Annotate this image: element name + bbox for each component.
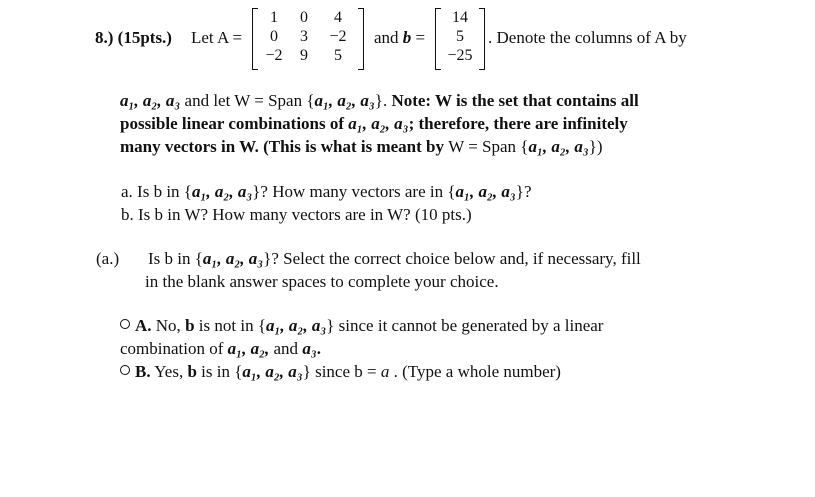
matrix-a-cell: 3 (300, 28, 308, 45)
intro-span-text: and let W = Span { (180, 91, 315, 110)
choice-a-line-2-vars: a₁, a₂, (227, 339, 270, 358)
choice-a-line-2 (120, 339, 321, 359)
question-a-vars-2: a₁, a₂, a₃ (455, 182, 516, 201)
note-text: Note: W is the set that contains all (387, 91, 639, 110)
choice-a-b: b (185, 316, 195, 335)
question-a-pre: a. Is b in { (121, 182, 192, 201)
span-vars: a₁, a₂, a₃ (314, 91, 375, 110)
choice-a-text-1: No, (151, 316, 186, 335)
intro-line-2 (120, 114, 628, 134)
vector-b-cell: 5 (456, 28, 464, 45)
choice-a-text-2: is not in { (194, 316, 266, 335)
part-a-line-1 (148, 249, 641, 269)
choice-b-text-4: . (Type a whole number) (389, 362, 561, 381)
choice-b-text-3: } since b = (302, 362, 381, 381)
choice-b-text-2: is in { (196, 362, 243, 381)
denote-text: . Denote the columns of A by (488, 28, 687, 47)
question-a-mid: }? How many vectors are in { (252, 182, 456, 201)
choice-a-letter: A. (135, 316, 152, 335)
choice-a-line-2-end: . (316, 339, 321, 358)
question-a-end: }? (515, 182, 532, 201)
intro-span-end: }. (374, 91, 388, 110)
intro-line-3-span: W = Span { (448, 137, 529, 156)
matrix-a-right-bracket (358, 8, 364, 70)
choice-b-b: b (187, 362, 197, 381)
let-a-text: Let A = (191, 28, 243, 47)
matrix-a-cell: −2 (329, 28, 347, 45)
choice-b[interactable] (120, 362, 561, 382)
part-a-label: (a.) (96, 249, 120, 268)
matrix-a-cells (259, 8, 357, 65)
choice-a[interactable] (120, 316, 603, 336)
choice-a-line-2-pre: combination of (120, 339, 228, 358)
choice-a-vars: a₁, a₂, a₃ (265, 316, 327, 335)
choice-b-radio[interactable] (120, 365, 130, 375)
b-variable: b (402, 28, 412, 47)
question-a (121, 182, 532, 202)
part-a-line-2: in the blank answer spaces to complete your choice. (145, 272, 499, 291)
intro-line-3-vars: a₁, a₂, a₃ (528, 137, 589, 156)
matrix-a-cell: 5 (334, 47, 342, 64)
choice-a-text-3: } since it cannot be generated by a linear (326, 316, 604, 335)
vector-b-cell: −25 (447, 47, 473, 64)
choice-a-line-2-a3: a₃ (302, 339, 317, 358)
intro-line-3 (120, 137, 603, 157)
matrix-a-cell: 1 (270, 9, 278, 26)
matrix-a-cell: 4 (334, 9, 342, 26)
part-a-line-1-pre: Is b in { (148, 249, 203, 268)
intro-line-2-post: ; therefore, there are infinitely (408, 114, 628, 133)
choice-b-text-1: Yes, (150, 362, 188, 381)
matrix-a-cell: 0 (270, 28, 278, 45)
choice-a-radio[interactable] (120, 319, 130, 329)
and-word: and (374, 28, 399, 47)
intro-line-3-pre: many vectors in W. (This is what is meant by (120, 137, 449, 156)
choice-b-vars: a₁, a₂, a₃ (242, 362, 303, 381)
choice-b-letter: B. (135, 362, 151, 381)
question-a-vars: a₁, a₂, a₃ (191, 182, 253, 201)
matrix-a-left-bracket (252, 8, 258, 70)
intro-line-2-pre: possible linear combinations of (120, 114, 349, 133)
equals-sign: = (415, 28, 426, 47)
vector-b-cell: 14 (452, 9, 468, 26)
intro-line-1 (120, 91, 639, 111)
matrix-a-cell: −2 (265, 47, 283, 64)
columns-vars: a₁, a₂, a₃ (120, 91, 181, 110)
choice-a-line-2-and: and (269, 339, 303, 358)
question-b: b. Is b in W? How many vectors are in W? (10 pts.) (121, 205, 472, 224)
matrix-a-cell: 0 (300, 9, 308, 26)
intro-line-3-end: }) (588, 137, 603, 156)
part-a-line-1-vars: a₁, a₂, a₃ (202, 249, 264, 268)
and-b-text (374, 28, 425, 48)
vector-b-right-bracket (479, 8, 485, 70)
intro-line-2-vars: a₁, a₂, a₃ (348, 114, 409, 133)
matrix-a-cell: 9 (300, 47, 308, 64)
problem-label: 8.) (15pts.) (95, 28, 172, 47)
part-a-line-1-post: }? Select the correct choice below and, if necessary, fill (263, 249, 641, 268)
vector-b-cells (441, 8, 479, 65)
choice-b-var: a (380, 362, 390, 381)
